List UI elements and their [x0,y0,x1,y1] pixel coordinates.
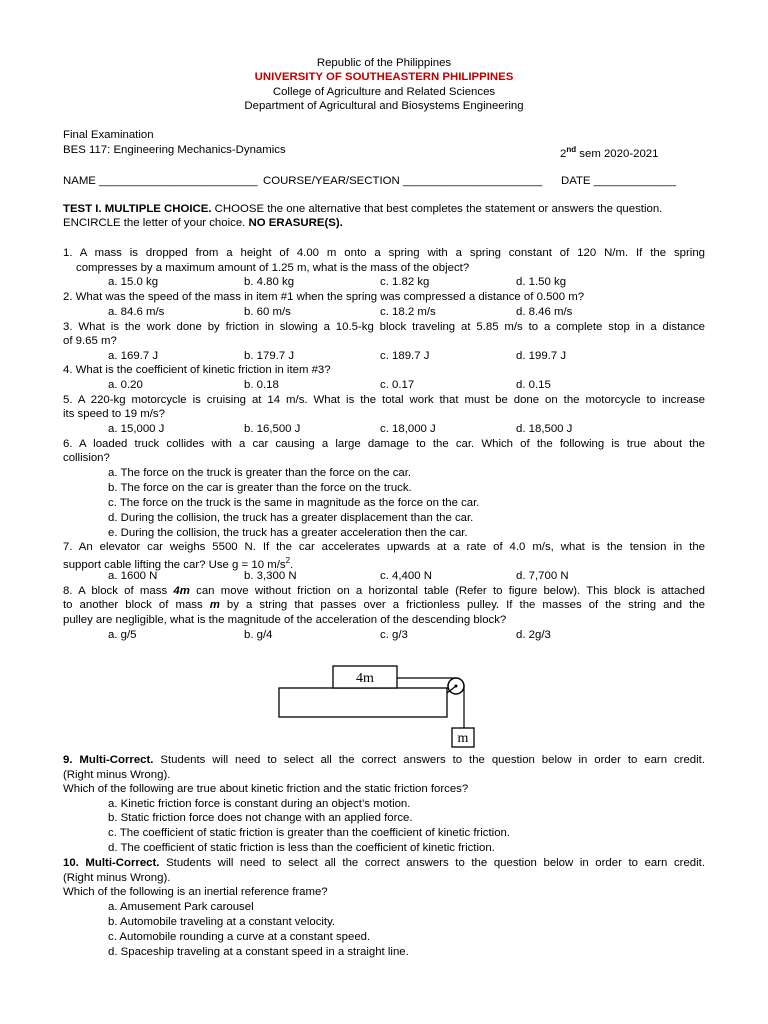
q7-option-a[interactable]: a. 1600 N [108,570,158,582]
q9-option-a[interactable]: a. Kinetic friction force is constant during an object’s motion. [108,798,411,810]
q2-option-a[interactable]: a. 84.6 m/s [108,306,165,318]
semester: 2nd sem 2020-2021 [560,145,659,160]
q5-option-b[interactable]: b. 16,500 J [244,423,301,435]
block-4m-label: 4m [356,671,374,686]
q10-text-2: (Right minus Wrong). [63,872,171,884]
university-name: UNIVERSITY OF SOUTHEASTERN PHILIPPINES [254,71,514,83]
name-field[interactable]: NAME _________________________ [63,175,258,187]
course-section-field[interactable]: COURSE/YEAR/SECTION ______________________ [263,175,543,187]
q10-option-b[interactable]: b. Automobile traveling at a constant velocity. [108,916,336,928]
q8-option-b[interactable]: b. g/4 [244,629,273,641]
q8-text-2: to another block of mass m by a string that passes over a frictionless pulley. If the masses of the string and the [63,599,705,611]
q4-option-d[interactable]: d. 0.15 [516,379,551,391]
q9-text: 9. Multi-Correct. Students will need to select all the correct answers to the question below in order to earn credit. [63,754,705,766]
college-name: College of Agriculture and Related Sciences [272,86,496,98]
q1-text-2: compresses by a maximum amount of 1.25 m, what is the mass of the object? [76,262,470,274]
q5-text-2: its speed to 19 m/s? [63,408,165,420]
q7-text: 7. An elevator car weighs 5500 N. If the car accelerates upwards at a rate of 4.0 m/s, what is the tension in the [63,541,705,553]
republic-line: Republic of the Philippines [316,57,452,69]
q9-option-d[interactable]: d. The coefficient of static friction is less than the coefficient of kinetic friction. [108,842,495,854]
q6-option-d[interactable]: d. During the collision, the truck has a greater displacement than the car. [108,512,474,524]
q1-option-d[interactable]: d. 1.50 kg [516,276,567,288]
q3-option-d[interactable]: d. 199.7 J [516,350,567,362]
q7-text-2: support cable lifting the car? Use g = 10 $m/s^2$. [63,556,294,571]
q8-text: 8. A block of mass 4m can move without friction on a horizontal table (Refer to figure below). This block is attached [63,585,706,597]
pulley-figure [270,662,490,752]
q3-option-a[interactable]: a. 169.7 J [108,350,159,362]
department-name: Department of Agricultural and Biosystems Engineering [244,100,524,112]
q8-text-3: pulley are negligible, what is the magnitude of the acceleration of the descending block? [63,614,507,626]
q4-option-c[interactable]: c. 0.17 [380,379,415,391]
q4-option-b[interactable]: b. 0.18 [244,379,279,391]
q2-option-c[interactable]: c. 18.2 m/s [380,306,436,318]
q9-text-3: Which of the following are true about kinetic friction and the static friction forces? [63,783,469,795]
q2-option-d[interactable]: d. 8.46 m/s [516,306,573,318]
q3-option-c[interactable]: c. 189.7 J [380,350,430,362]
q3-text: 3. What is the work done by friction in slowing a 10.5-kg block traveling at 5.85 m/s to a complete stop in a distance [63,321,705,333]
q1-text: 1. A mass is dropped from a height of 4.00 m onto a spring with a spring constant of 120 N/m. If the spring [63,247,705,259]
q9-text-2: (Right minus Wrong). [63,769,171,781]
q6-option-a[interactable]: a. The force on the truck is greater than the force on the car. [108,467,412,479]
q4-text: 4. What is the coefficient of kinetic friction in item #3? [63,364,331,376]
q9-option-c[interactable]: c. The coefficient of static friction is greater than the coefficient of kinetic friction. [108,827,511,839]
test1-instructions: TEST I. MULTIPLE CHOICE. CHOOSE the one alternative that best completes the statement or answers the question. [63,203,663,215]
q3-option-b[interactable]: b. 179.7 J [244,350,295,362]
q10-text-3: Which of the following is an inertial reference frame? [63,886,328,898]
test1-instructions-2: ENCIRCLE the letter of your choice. NO ERASURE(S). [63,217,343,229]
q5-option-a[interactable]: a. 15,000 J [108,423,165,435]
q9-option-b[interactable]: b. Static friction force does not change with an applied force. [108,812,413,824]
q10-option-d[interactable]: d. Spaceship traveling at a constant speed in a straight line. [108,946,409,958]
q4-option-a[interactable]: a. 0.20 [108,379,143,391]
q8-option-a[interactable]: a. g/5 [108,629,137,641]
q5-option-c[interactable]: c. 18,000 J [380,423,436,435]
q1-option-b[interactable]: b. 4.80 kg [244,276,295,288]
q10-option-c[interactable]: c. Automobile rounding a curve at a constant speed. [108,931,371,943]
q1-option-a[interactable]: a. 15.0 kg [108,276,159,288]
q8-option-d[interactable]: d. 2g/3 [516,629,551,641]
q6-option-c[interactable]: c. The force on the truck is the same in magnitude as the force on the car. [108,497,480,509]
block-m-label: m [457,731,469,746]
exam-title: Final Examination [63,129,154,141]
course-code: BES 117: Engineering Mechanics-Dynamics [63,144,286,156]
q8-option-c[interactable]: c. g/3 [380,629,408,641]
table-block [279,688,447,717]
q2-text: 2. What was the speed of the mass in item #1 when the spring was compressed a distance of 0.500 m? [63,291,585,303]
q6-option-e[interactable]: e. During the collision, the truck has a greater acceleration then the car. [108,527,468,539]
q6-option-b[interactable]: b. The force on the car is greater than the force on the truck. [108,482,412,494]
q5-text: 5. A 220-kg motorcycle is cruising at 14 m/s. What is the total work that must be done on the motorcycle to increase [63,394,705,406]
q2-option-b[interactable]: b. 60 m/s [244,306,291,318]
date-field[interactable]: DATE _____________ [561,175,677,187]
q10-text: 10. Multi-Correct. Students will need to select all the correct answers to the question below in order to earn credit. [63,857,706,869]
q3-text-2: of 9.65 m? [63,335,117,347]
q7-option-c[interactable]: c. 4,400 N [380,570,432,582]
q1-option-c[interactable]: c. 1.82 kg [380,276,430,288]
q7-option-b[interactable]: b. 3,300 N [244,570,297,582]
q10-option-a[interactable]: a. Amusement Park carousel [108,901,254,913]
q7-option-d[interactable]: d. 7,700 N [516,570,569,582]
q6-text: 6. A loaded truck collides with a car causing a large damage to the car. Which of the following is true about the [63,438,705,450]
q6-text-2: collision? [63,452,110,464]
q5-option-d[interactable]: d. 18,500 J [516,423,573,435]
